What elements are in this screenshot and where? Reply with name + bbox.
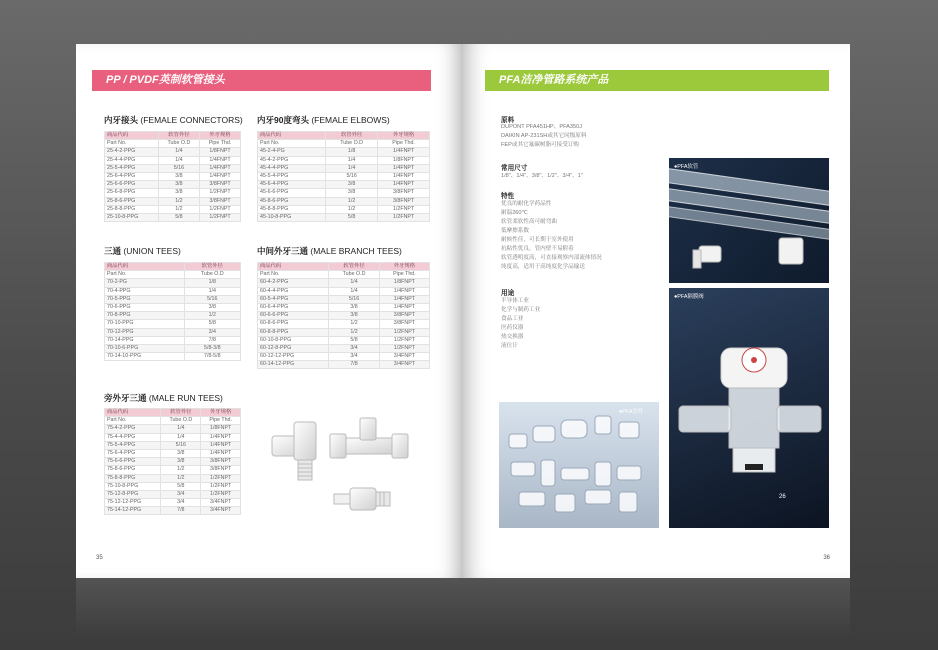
table-cell: 25-6-6-PPG — [105, 181, 159, 189]
table-row — [258, 213, 430, 221]
table-cell: 60-6-6-PPG — [258, 312, 329, 320]
sizes-text: 1/8"、1/4"、3/8"、1/2"、3/4"、1" — [501, 173, 583, 179]
table-cell: 1/4FNPT — [378, 172, 430, 180]
table-cell: 1/4FNPT — [379, 303, 429, 311]
table-cell: 45-4-4-PPG — [258, 164, 326, 172]
column-header: 商品代码 — [105, 263, 185, 271]
applications-heading: 用途 — [501, 290, 515, 297]
column-header: Pipe Thd. — [200, 140, 241, 148]
table-cell: 3/8FNPT — [379, 320, 429, 328]
table-cell: 1/2 — [161, 466, 201, 474]
column-header: 软管外径 — [326, 132, 378, 140]
male-run-tees-title — [104, 392, 223, 404]
section-title-en: (MALE RUN TEES) — [148, 393, 223, 403]
table-cell: 45-8-8-PPG — [258, 205, 326, 213]
table-cell: 1/4 — [161, 433, 201, 441]
table-header-cn — [105, 263, 241, 271]
table-header-cn — [105, 409, 241, 417]
table-cell: 1/2 — [158, 197, 199, 205]
table-cell: 3/4 — [329, 344, 380, 352]
column-header: Pipe Thd. — [201, 417, 241, 425]
elbow-fitting-image — [272, 422, 316, 480]
table-row — [105, 320, 241, 328]
table-cell: 3/8 — [161, 458, 201, 466]
table-cell: 1/2 — [158, 205, 199, 213]
table-cell: 60-12-12-PPG — [258, 353, 329, 361]
table-row — [105, 295, 241, 303]
table-cell: 45-10-8-PPG — [258, 213, 326, 221]
table-cell: 5/16 — [326, 172, 378, 180]
table-cell: 70-5-PPG — [105, 295, 185, 303]
table-cell: 60-4-2-PPG — [258, 279, 329, 287]
table-row — [105, 148, 241, 156]
table-cell: 75-4-4-PPG — [105, 433, 161, 441]
table-cell: 3/8 — [326, 189, 378, 197]
table-row — [258, 197, 430, 205]
table-row — [258, 312, 430, 320]
column-header: Tube O.D — [326, 140, 378, 148]
materials-line: DAIKIN AP-231SH或其它同级原料 — [501, 133, 587, 139]
male-branch-tees-table — [257, 262, 430, 369]
table-cell: 75-12-8-PPG — [105, 490, 161, 498]
table-cell: 1/2 — [326, 197, 378, 205]
table-cell: 1/2FNPT — [200, 213, 241, 221]
table-row — [258, 361, 430, 369]
feature-line: 软管柔软性高可耐弯曲 — [501, 219, 557, 225]
table-cell: 5/16 — [158, 164, 199, 172]
brochure-spread — [76, 44, 850, 578]
table-cell: 3/8FNPT — [378, 197, 430, 205]
table-cell: 70-8-PPG — [105, 312, 185, 320]
table-header-en — [105, 140, 241, 148]
column-header: 软管外径 — [161, 409, 201, 417]
column-header: Tube O.D — [329, 271, 380, 279]
table-cell: 70-6-PPG — [105, 303, 185, 311]
column-header: 软管外径 — [184, 263, 240, 271]
feature-line: 软管透明度高，可直接观察内部流体情况 — [501, 255, 602, 261]
sizes-heading: 常用尺寸 — [501, 165, 528, 172]
table-cell: 1/2FNPT — [201, 482, 241, 490]
section-title-cn: 三通 — [104, 246, 122, 256]
table-cell: 7/8 — [184, 336, 240, 344]
table-row — [105, 353, 241, 361]
table-cell: 1/2FNPT — [379, 344, 429, 352]
column-header: Part No. — [105, 271, 185, 279]
table-cell: 70-10-6-PPG — [105, 344, 185, 352]
section-title-en: (MALE BRANCH TEES) — [310, 246, 402, 256]
table-cell: 3/4FNPT — [201, 499, 241, 507]
table-cell: 3/8FNPT — [378, 189, 430, 197]
table-cell: 3/8 — [158, 181, 199, 189]
table-cell: 1/4FNPT — [378, 181, 430, 189]
column-header: 外牙规格 — [379, 263, 429, 271]
table-row — [105, 287, 241, 295]
table-header-en — [258, 271, 430, 279]
column-header: 商品代码 — [105, 409, 161, 417]
table-cell: 45-5-4-PPG — [258, 172, 326, 180]
table-cell: 25-5-4-PPG — [105, 164, 159, 172]
table-cell: 1/2FNPT — [201, 490, 241, 498]
section-title-cn: 中间外牙三通 — [257, 246, 309, 256]
application-line: 液位计 — [501, 343, 518, 349]
left-page — [76, 44, 463, 578]
pfa-valve-photo — [669, 288, 829, 528]
table-row — [258, 353, 430, 361]
table-cell: 1/4FNPT — [201, 441, 241, 449]
union-tees-table — [104, 262, 241, 361]
table-cell: 1/2 — [326, 205, 378, 213]
table-row — [105, 189, 241, 197]
table-cell: 1/4 — [158, 148, 199, 156]
section-title-en: (UNION TEES) — [123, 246, 181, 256]
table-row — [258, 164, 430, 172]
application-line: 半导体工业 — [501, 298, 529, 304]
table-cell: 75-8-6-PPG — [105, 466, 161, 474]
feature-line: 抗粘性优良，管内壁不易附着 — [501, 246, 574, 252]
column-header: 软管外径 — [158, 132, 199, 140]
table-row — [105, 425, 241, 433]
table-cell: 3/4 — [184, 328, 240, 336]
table-row — [105, 499, 241, 507]
section-title-cn: 内牙接头 — [104, 115, 139, 125]
feature-line: 耐温260℃ — [501, 210, 528, 216]
table-cell: 75-14-12-PPG — [105, 507, 161, 515]
table-cell: 3/4FNPT — [379, 353, 429, 361]
table-row — [105, 458, 241, 466]
table-cell: 1/2FNPT — [378, 213, 430, 221]
table-header-en — [105, 271, 241, 279]
page-number-right: 36 — [823, 555, 830, 561]
application-line: 医药仪器 — [501, 325, 524, 331]
column-header: Part No. — [105, 417, 161, 425]
table-cell: 1/4 — [329, 287, 380, 295]
column-header: 外牙规格 — [200, 132, 241, 140]
table-cell: 75-4-2-PPG — [105, 425, 161, 433]
table-cell: 1/2 — [184, 312, 240, 320]
female-connectors-table — [104, 131, 241, 222]
table-cell: 3/8FNPT — [201, 458, 241, 466]
table-row — [258, 295, 430, 303]
table-cell: 3/4 — [161, 499, 201, 507]
table-header-cn — [105, 132, 241, 140]
column-header: 商品代码 — [258, 132, 326, 140]
table-cell: 5/8-3/8 — [184, 344, 240, 352]
table-cell: 1/4 — [326, 156, 378, 164]
table-row — [105, 336, 241, 344]
fittings-group-image — [499, 402, 659, 528]
table-cell: 70-2-PG — [105, 279, 185, 287]
right-page-banner: PFA洁净管路系统产品 — [485, 70, 829, 91]
table-cell: 5/16 — [161, 441, 201, 449]
table-cell: 75-10-8-PPG — [105, 482, 161, 490]
table-row — [105, 466, 241, 474]
table-cell: 3/4 — [329, 353, 380, 361]
table-cell: 1/4FNPT — [200, 156, 241, 164]
table-cell: 7/8 — [161, 507, 201, 515]
straight-connector-image — [334, 488, 390, 510]
tubing-image — [669, 158, 829, 283]
features-heading: 特性 — [501, 193, 515, 200]
table-cell: 5/16 — [329, 295, 380, 303]
table-row — [105, 303, 241, 311]
column-header: Pipe Thd. — [378, 140, 430, 148]
table-cell: 60-10-8-PPG — [258, 336, 329, 344]
tee-fitting-image — [330, 418, 408, 458]
table-cell: 3/8 — [184, 303, 240, 311]
table-row — [105, 433, 241, 441]
column-header: 外牙规格 — [201, 409, 241, 417]
table-cell: 25-10-8-PPG — [105, 213, 159, 221]
table-cell: 3/4FNPT — [201, 507, 241, 515]
table-cell: 75-5-4-PPG — [105, 441, 161, 449]
table-cell: 25-4-2-PPG — [105, 148, 159, 156]
table-row — [105, 490, 241, 498]
table-cell: 1/4FNPT — [378, 148, 430, 156]
table-cell: 3/8 — [158, 172, 199, 180]
feature-line: 耐候性佳，可长期于室外使用 — [501, 237, 574, 243]
table-cell: 3/8 — [326, 181, 378, 189]
table-cell: 70-14-PPG — [105, 336, 185, 344]
female-elbows-table — [257, 131, 430, 222]
table-cell: 60-5-4-PPG — [258, 295, 329, 303]
table-row — [258, 172, 430, 180]
table-cell: 1/4 — [158, 156, 199, 164]
table-cell: 5/8 — [326, 213, 378, 221]
column-header: Tube O.D — [184, 271, 240, 279]
female-elbows-title — [257, 114, 390, 126]
male-branch-tees-title — [257, 245, 402, 257]
table-header-cn — [258, 132, 430, 140]
pfa-tubing-photo — [669, 158, 829, 283]
male-run-tees-table — [104, 408, 241, 515]
table-cell: 25-6-8-PPG — [105, 189, 159, 197]
table-cell: 45-6-4-PPG — [258, 181, 326, 189]
left-page-banner: PP / PVDF英制软管接头 — [92, 70, 431, 91]
pfa-fittings-photo — [499, 402, 659, 528]
table-cell: 1/4 — [184, 287, 240, 295]
table-cell: 3/8FNPT — [379, 312, 429, 320]
table-cell: 5/16 — [184, 295, 240, 303]
pfa-tubing-label: ●PFA软管 — [674, 164, 699, 170]
column-header: 商品代码 — [105, 132, 159, 140]
table-cell: 60-12-8-PPG — [258, 344, 329, 352]
table-cell: 70-12-PPG — [105, 328, 185, 336]
table-cell: 5/8 — [158, 213, 199, 221]
table-cell: 5/8 — [161, 482, 201, 490]
table-cell: 70-10-PPG — [105, 320, 185, 328]
table-row — [258, 328, 430, 336]
table-cell: 1/8FNPT — [379, 279, 429, 287]
column-header: Part No. — [258, 271, 329, 279]
table-row — [105, 205, 241, 213]
table-cell: 1/8 — [326, 148, 378, 156]
table-cell: 1/4 — [161, 425, 201, 433]
table-cell: 1/2FNPT — [200, 205, 241, 213]
table-cell: 45-8-6-PPG — [258, 197, 326, 205]
table-cell: 1/8FNPT — [378, 156, 430, 164]
table-cell: 3/8FNPT — [200, 181, 241, 189]
table-cell: 60-4-4-PPG — [258, 287, 329, 295]
table-cell: 1/2FNPT — [379, 336, 429, 344]
table-row — [105, 507, 241, 515]
table-header-en — [258, 140, 430, 148]
fittings-product-photo — [264, 412, 434, 534]
table-cell: 7/8 — [329, 361, 380, 369]
table-row — [258, 148, 430, 156]
table-cell: 1/4FNPT — [378, 164, 430, 172]
table-cell: 75-6-4-PPG — [105, 449, 161, 457]
table-cell: 75-6-6-PPG — [105, 458, 161, 466]
materials-heading: 原料 — [501, 117, 515, 124]
section-title-cn: 内牙90度弯头 — [257, 115, 309, 125]
table-cell: 70-4-PPG — [105, 287, 185, 295]
table-cell: 3/8 — [329, 303, 380, 311]
table-cell: 3/8 — [329, 312, 380, 320]
table-row — [258, 336, 430, 344]
column-header: Pipe Thd. — [379, 271, 429, 279]
table-cell: 1/4FNPT — [201, 449, 241, 457]
section-title-cn: 旁外牙三通 — [104, 393, 147, 403]
pfa-valve-label: ●PFA隔膜阀 — [674, 294, 704, 300]
section-title-en: (FEMALE CONNECTORS) — [140, 115, 243, 125]
table-cell: 3/4 — [161, 490, 201, 498]
feature-line: 优良的耐化学药品性 — [501, 201, 552, 207]
table-cell: 25-8-6-PPG — [105, 197, 159, 205]
table-cell: 1/4FNPT — [201, 433, 241, 441]
table-cell: 25-8-8-PPG — [105, 205, 159, 213]
table-row — [105, 172, 241, 180]
table-cell: 60-8-6-PPG — [258, 320, 329, 328]
table-cell: 1/4FNPT — [379, 295, 429, 303]
table-cell: 75-12-12-PPG — [105, 499, 161, 507]
table-row — [105, 441, 241, 449]
table-cell: 1/8FNPT — [200, 148, 241, 156]
table-cell: 3/8FNPT — [200, 197, 241, 205]
table-row — [258, 181, 430, 189]
table-row — [105, 474, 241, 482]
valve-photo-number: 26 — [779, 494, 786, 500]
table-cell: 1/4 — [326, 164, 378, 172]
table-cell: 1/8FNPT — [201, 425, 241, 433]
union-tees-title — [104, 245, 181, 257]
table-cell: 3/8FNPT — [201, 466, 241, 474]
page-number-left: 35 — [96, 555, 103, 561]
table-cell: 60-14-12-PPG — [258, 361, 329, 369]
table-row — [105, 164, 241, 172]
table-cell: 45-6-6-PPG — [258, 189, 326, 197]
table-row — [105, 449, 241, 457]
table-row — [258, 344, 430, 352]
column-header: 商品代码 — [258, 263, 329, 271]
column-header: Tube O.D — [158, 140, 199, 148]
table-header-cn — [258, 263, 430, 271]
column-header: 外牙规格 — [378, 132, 430, 140]
table-row — [258, 287, 430, 295]
section-title-en: (FEMALE ELBOWS) — [311, 115, 390, 125]
column-header: Part No. — [105, 140, 159, 148]
table-cell: 1/2 — [161, 474, 201, 482]
table-row — [258, 156, 430, 164]
column-header: 软管外径 — [329, 263, 380, 271]
table-cell: 3/8 — [158, 189, 199, 197]
table-cell: 1/4FNPT — [200, 172, 241, 180]
table-row — [105, 328, 241, 336]
table-cell: 1/2 — [329, 328, 380, 336]
table-row — [258, 320, 430, 328]
table-cell: 5/8 — [329, 336, 380, 344]
table-cell: 60-6-4-PPG — [258, 303, 329, 311]
table-cell: 25-6-4-PPG — [105, 172, 159, 180]
table-cell: 1/8 — [184, 279, 240, 287]
table-cell: 3/8 — [161, 449, 201, 457]
application-line: 食品工业 — [501, 316, 524, 322]
table-cell: 25-4-4-PPG — [105, 156, 159, 164]
table-row — [105, 213, 241, 221]
table-cell: 3/4FNPT — [379, 361, 429, 369]
table-row — [105, 482, 241, 490]
table-row — [258, 205, 430, 213]
table-cell: 75-8-8-PPG — [105, 474, 161, 482]
table-row — [105, 279, 241, 287]
table-cell: 1/4FNPT — [379, 287, 429, 295]
right-page — [463, 44, 850, 578]
application-line: 化学与制药工业 — [501, 307, 541, 313]
table-cell: 45-2-4-PG — [258, 148, 326, 156]
table-reflection — [76, 578, 850, 638]
table-row — [105, 181, 241, 189]
materials-line: DUPONT PFA451HP、PFA350J — [501, 124, 583, 130]
table-cell: 5/8 — [184, 320, 240, 328]
table-row — [105, 312, 241, 320]
table-cell: 1/2FNPT — [378, 205, 430, 213]
feature-line: 纯度高，适用于高纯度化学品输送 — [501, 264, 585, 270]
table-header-en — [105, 417, 241, 425]
pfa-fittings-label: ●PFA管件 — [619, 409, 644, 415]
table-row — [105, 197, 241, 205]
materials-line: FEP或其它氟碳树脂可接受订购 — [501, 142, 580, 148]
table-cell: 1/2FNPT — [201, 474, 241, 482]
diaphragm-valve-image — [669, 288, 829, 528]
table-cell: 60-8-8-PPG — [258, 328, 329, 336]
table-row — [258, 279, 430, 287]
female-connectors-title — [104, 114, 243, 126]
application-line: 热交换器 — [501, 334, 524, 340]
table-cell: 1/2FNPT — [379, 328, 429, 336]
table-cell: 45-4-2-PPG — [258, 156, 326, 164]
table-cell: 1/2 — [329, 320, 380, 328]
table-row — [105, 344, 241, 352]
feature-line: 低摩擦系数 — [501, 228, 529, 234]
table-cell: 1/4 — [329, 279, 380, 287]
table-cell: 1/4FNPT — [200, 164, 241, 172]
table-cell: 70-14-10-PPG — [105, 353, 185, 361]
table-cell: 1/2FNPT — [200, 189, 241, 197]
column-header: Part No. — [258, 140, 326, 148]
column-header: Tube O.D — [161, 417, 201, 425]
table-row — [105, 156, 241, 164]
table-row — [258, 303, 430, 311]
table-row — [258, 189, 430, 197]
table-cell: 7/8-5/8 — [184, 353, 240, 361]
